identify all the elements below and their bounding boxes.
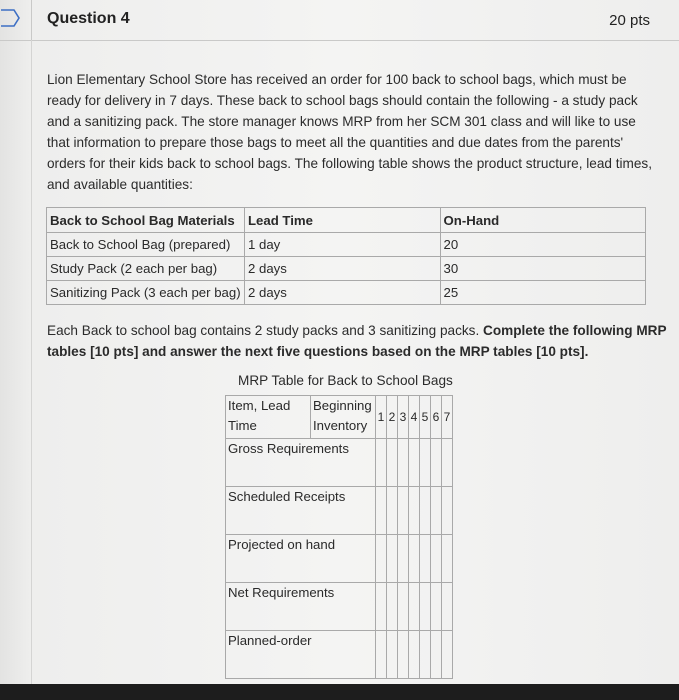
mrp-input-cell[interactable] — [387, 583, 398, 631]
mrp-row-label: Net Requirements — [226, 583, 376, 631]
mrp-row-scheduled-receipts — [226, 487, 453, 535]
mrp-input-cell[interactable] — [420, 487, 431, 535]
mrp-input-cell[interactable] — [409, 535, 420, 583]
mrp-input-cell[interactable] — [387, 631, 398, 679]
mrp-period-header: 6 — [431, 396, 442, 439]
mrp-input-cell[interactable] — [431, 631, 442, 679]
mrp-input-cell[interactable] — [409, 439, 420, 487]
mrp-input-cell[interactable] — [442, 631, 453, 679]
mrp-table — [225, 395, 453, 679]
materials-cell: 2 days — [244, 257, 440, 281]
mrp-input-cell[interactable] — [398, 535, 409, 583]
materials-cell: 2 days — [244, 281, 440, 305]
materials-header-cell: Back to School Bag Materials — [47, 208, 245, 233]
materials-cell: Study Pack (2 each per bag) — [47, 257, 245, 281]
flag-question-icon[interactable] — [0, 8, 22, 28]
mrp-item-header: Item, Lead Time — [226, 396, 311, 439]
mrp-input-cell[interactable] — [398, 439, 409, 487]
mrp-input-cell[interactable] — [376, 487, 387, 535]
mrp-input-cell[interactable] — [431, 583, 442, 631]
mrp-input-cell[interactable] — [409, 487, 420, 535]
materials-cell: Sanitizing Pack (3 each per bag) — [47, 281, 245, 305]
mrp-beginning-header: Beginning Inventory — [311, 396, 376, 439]
bottom-bar — [0, 684, 679, 700]
materials-row — [47, 257, 646, 281]
mrp-input-cell[interactable] — [431, 487, 442, 535]
materials-cell: 25 — [440, 281, 645, 305]
mrp-input-cell[interactable] — [420, 439, 431, 487]
mrp-input-cell[interactable] — [442, 439, 453, 487]
mrp-row-label: Projected on hand — [226, 535, 376, 583]
instructions-bold: Complete the following MRP tables [10 pts] and answer the next five questions based on the MRP tables [10 pts]. — [47, 323, 667, 359]
mrp-input-cell[interactable] — [431, 439, 442, 487]
mrp-period-header: 4 — [409, 396, 420, 439]
mrp-input-cell[interactable] — [409, 583, 420, 631]
mrp-input-cell[interactable] — [376, 631, 387, 679]
materials-header-cell: Lead Time — [244, 208, 440, 233]
question-header — [0, 0, 679, 41]
question-title: Question 4 — [47, 10, 130, 27]
mrp-input-cell[interactable] — [376, 535, 387, 583]
mrp-input-cell[interactable] — [376, 439, 387, 487]
mrp-input-cell[interactable] — [387, 535, 398, 583]
materials-row — [47, 233, 646, 257]
mrp-input-cell[interactable] — [398, 583, 409, 631]
materials-cell: 20 — [440, 233, 645, 257]
materials-header-cell: On-Hand — [440, 208, 645, 233]
mrp-period-header: 2 — [387, 396, 398, 439]
mrp-row-label: Gross Requirements — [226, 439, 376, 487]
mrp-input-cell[interactable] — [398, 487, 409, 535]
left-rule — [31, 40, 32, 684]
mrp-header-row — [226, 396, 453, 439]
mrp-input-cell[interactable] — [431, 535, 442, 583]
materials-table — [46, 207, 646, 305]
materials-row — [47, 281, 646, 305]
mrp-row-label: Planned-order — [226, 631, 376, 679]
question-points: 20 pts — [609, 12, 650, 29]
mrp-input-cell[interactable] — [420, 583, 431, 631]
instructions-text — [47, 320, 667, 362]
question-text: Lion Elementary School Store has received an order for 100 back to school bags, which must be ready for delivery in 7 days. These back to school bags should contain the following - a study pack and a sanitizing pack. The store manager knows MRP from her SCM 301 class and will like to use that information to prepare those bags to meet all the quantities and due dates from the parents' orders for their kids back to school bags. The following table shows the product structure, lead times, and available quantities: — [47, 72, 652, 192]
mrp-input-cell[interactable] — [387, 487, 398, 535]
mrp-period-header: 3 — [398, 396, 409, 439]
mrp-input-cell[interactable] — [442, 583, 453, 631]
mrp-row-planned-order — [226, 631, 453, 679]
mrp-row-label: Scheduled Receipts — [226, 487, 376, 535]
mrp-input-cell[interactable] — [420, 631, 431, 679]
mrp-input-cell[interactable] — [398, 631, 409, 679]
materials-header-row — [47, 208, 646, 233]
mrp-row-projected-on-hand — [226, 535, 453, 583]
mrp-table-title: MRP Table for Back to School Bags — [238, 373, 453, 388]
materials-cell: Back to School Bag (prepared) — [47, 233, 245, 257]
mrp-period-header: 5 — [420, 396, 431, 439]
instructions-plain: Each Back to school bag contains 2 study packs and 3 sanitizing packs. — [47, 323, 484, 338]
mrp-input-cell[interactable] — [442, 535, 453, 583]
mrp-input-cell[interactable] — [387, 439, 398, 487]
mrp-input-cell[interactable] — [409, 631, 420, 679]
mrp-row-net-requirements — [226, 583, 453, 631]
mrp-input-cell[interactable] — [420, 535, 431, 583]
mrp-row-gross-requirements — [226, 439, 453, 487]
mrp-input-cell[interactable] — [376, 583, 387, 631]
mrp-period-header: 1 — [376, 396, 387, 439]
mrp-period-header: 7 — [442, 396, 453, 439]
mrp-input-cell[interactable] — [442, 487, 453, 535]
materials-cell: 1 day — [244, 233, 440, 257]
header-divider — [31, 0, 32, 40]
materials-cell: 30 — [440, 257, 645, 281]
